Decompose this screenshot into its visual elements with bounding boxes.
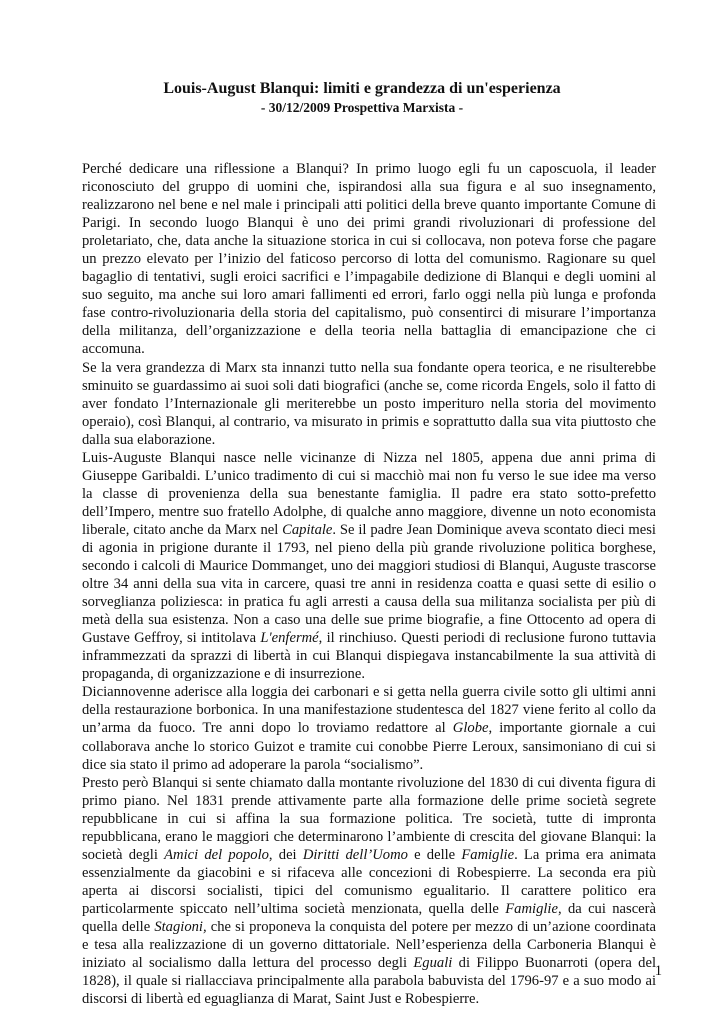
page-subtitle: - 30/12/2009 Prospettiva Marxista -	[260, 100, 464, 115]
italic-text-run: Globe	[452, 720, 489, 737]
paragraph	[82, 683, 656, 773]
italic-text-run: Diritti dell’Uomo	[302, 846, 408, 863]
text-run: di Filippo Buonarroti (opera del 1828), il quale si riallacciava principalmente alla parabola babuvista del 1796-97 e a suo modo ai discorsi di libertà ed eguaglianza di Marat, Saint Just e Robespierre.	[82, 955, 657, 1008]
page-number: 1	[654, 963, 662, 979]
italic-text-run: Eguali	[413, 955, 453, 972]
text-run: . Se il padre Jean Dominique aveva scontato dieci mesi di agonia in prigione durante il 1793, nel pieno della più grande rivoluzione politica borghese, secondo i calcoli di Maurice Dommanget, uno dei maggiori studiosi di Blanqui, Auguste trascorse oltre 34 anni della sua vita in carcere, quasi tre anni in residenza coatta e quasi sette di esilio o sorveglianza poliziesca: in pratica fu agli arresti a causa della sua militanza socialista per più di metà della sua esistenza. Non a caso una delle sue prime biografie, a fine Ottocento ad opera di Gustave Geffroy, si intitolava	[82, 521, 656, 647]
text-run: e delle	[407, 846, 462, 863]
text-run: , da cui nascerà quella delle	[82, 900, 656, 935]
italic-text-run: Capitale	[282, 521, 333, 538]
text-run: Diciannovenne aderisce alla loggia dei carbonari e si getta nella guerra civile sotto gli ultimi anni della restaurazione borbonica. In una manifestazione studentesca del 1827 viene ferito al collo da un’arma da fuoco. Tre anni dopo lo troviamo redattore al	[82, 684, 656, 737]
paragraph	[82, 359, 656, 449]
paragraph	[82, 774, 656, 1009]
text-run: , importante giornale a cui collaborava anche lo storico Guizot e tramite cui conobbe Pierre Leroux, sansimoniano di cui si dice sia stato il primo ad adoperare la parola “socialismo”.	[82, 720, 656, 773]
italic-text-run: L'enfermé	[260, 630, 319, 647]
text-run: Presto però Blanqui si sente chiamato dalla montante rivoluzione del 1830 di cui diventa figura di primo piano. Nel 1831 prende attivamente parte alla formazione delle prime società segrete repubblicane in cui si affina la sua formazione politica. Tre società, tutte di impronta repubblicana, erano le maggiori che determinarono l’ambiente di crescita del giovane Blanqui: la società degli	[82, 774, 656, 863]
text-run: , il rinchiuso. Questi periodi di reclusione furono tuttavia inframmezzati da sprazzi di libertà in cui Blanqui dispiegava instancabilmente la sua attività di propaganda, di organizzazione e di insurrezione.	[82, 630, 656, 683]
italic-text-run: Famiglie	[461, 846, 515, 863]
text-run: che si proponeva la conquista del potere per mezzo di un’azione coordinata e tesa alla realizzazione di un governo dittatoriale. Nell’esperienza della Carboneria Blanqui è iniziato al socialismo dalla lettura del processo degli	[82, 918, 656, 972]
paragraph	[82, 160, 656, 359]
paragraph	[82, 449, 656, 684]
text-run: Luis-Auguste Blanqui nasce nelle vicinanze di Nizza nel 1805, appena due anni prima di Giuseppe Garibaldi. L’unico tradimento di cui si macchiò mai non fu verso le sue idee ma verso la classe di provenienza della sua benestante famiglia. Il padre era stato sotto-prefetto dell’Impero, mentre suo fratello Adolphe, di qualche anno maggiore, divenne un noto economista liberale, citato anche da Marx nel	[82, 449, 656, 538]
page-title: Louis-August Blanqui: limiti e grandezza di un'esperienza	[163, 80, 561, 97]
text-run: Perché dedicare una riflessione a Blanqui? In primo luogo egli fu un caposcuola, il leader riconosciuto del gruppo di uomini che, ispirandosi alla sua figura e al suo insegnamento, realizzarono nel bene e nel male i principali atti politici della breve quanto importante Comune di Parigi. In secondo luogo Blanqui è uno dei primi grandi rivoluzionari di professione del proletariato, che, data anche la situazione storica in cui si collocava, non poteva forse che pagare un prezzo elevato per l’inizio del faticoso percorso di lotta del comunismo. Ragionare su quel bagaglio di tentativi, sugli eroici sacrifici e l’impagabile dedizione di Blanqui e degli uomini al suo seguito, ma anche sui loro amari fallimenti ed errori, farlo oggi nella più lunga e profonda fase contro-rivoluzionaria della storia del capitalismo, può consentirci di misurare l’importanza della militanza, dell’organizzazione e della teoria nella battaglia di emancipazione che ci accomuna.	[82, 161, 656, 358]
italic-text-run: Famiglie	[505, 900, 558, 917]
text-run: . La prima era animata essenzialmente da giacobini e si rifaceva alle concezioni di Robespierre. La seconda era più aperta ai discorsi socialisti, tipici del comunismo egualitario. Il carattere politico era particolarmente spiccato nell’ultima società menzionata, quella delle	[82, 846, 656, 917]
document-header	[0, 79, 724, 116]
italic-text-run: Amici del popolo	[164, 846, 269, 863]
text-run: , dei	[268, 846, 303, 863]
italic-text-run: Stagioni,	[154, 918, 207, 935]
text-run: Se la vera grandezza di Marx sta innanzi tutto nella sua fondante opera teorica, e ne risulterebbe sminuito se guardassimo ai suoi soli dati biografici (anche se, come ricorda Engels, solo il fatto di aver fondato l’Internazionale gli meriterebbe un posto imperituro nella storia del movimento operaio), così Blanqui, al contrario, va misurato in primis e soprattutto dalla sua vita piuttosto che dalla sua elaborazione.	[82, 359, 656, 448]
article-body	[82, 160, 656, 1008]
